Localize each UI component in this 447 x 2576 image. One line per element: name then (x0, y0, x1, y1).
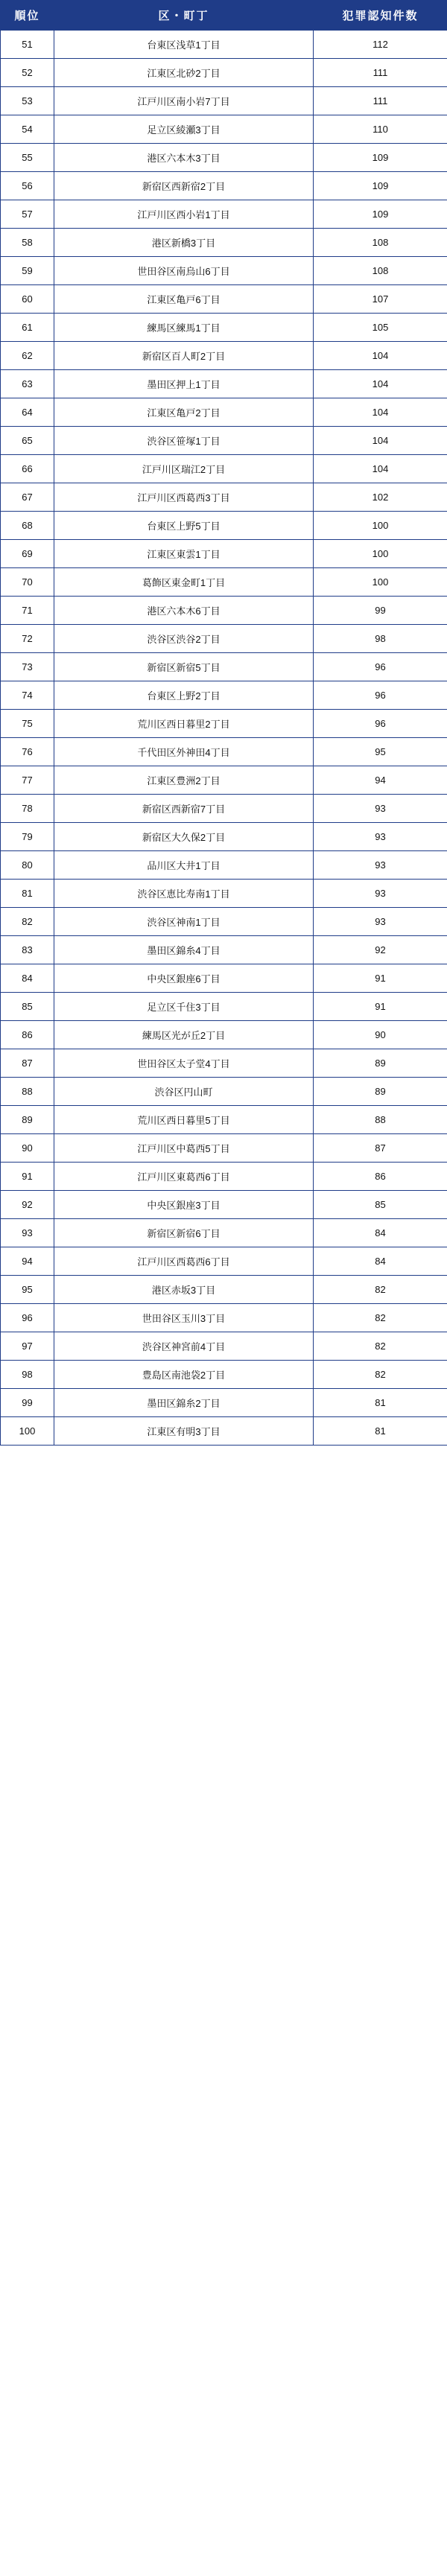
cell-rank: 66 (1, 455, 54, 483)
cell-count: 108 (314, 257, 447, 285)
cell-area: 新宿区大久保2丁目 (54, 823, 314, 851)
cell-count: 82 (314, 1276, 447, 1304)
cell-count: 93 (314, 851, 447, 880)
table-row (1, 1219, 447, 1247)
cell-area: 墨田区錦糸2丁目 (54, 1389, 314, 1417)
table-row (1, 597, 447, 625)
table-row (1, 1134, 447, 1163)
table-row (1, 172, 447, 200)
table-row (1, 115, 447, 144)
cell-count: 85 (314, 1191, 447, 1219)
table-row (1, 285, 447, 314)
cell-area: 世田谷区南烏山6丁目 (54, 257, 314, 285)
cell-rank: 83 (1, 936, 54, 964)
table-row (1, 823, 447, 851)
cell-area: 足立区綾瀬3丁目 (54, 115, 314, 144)
table-row (1, 144, 447, 172)
cell-count: 104 (314, 455, 447, 483)
cell-count: 89 (314, 1078, 447, 1106)
table-row (1, 710, 447, 738)
cell-rank: 67 (1, 483, 54, 512)
cell-count: 100 (314, 512, 447, 540)
cell-area: 世田谷区玉川3丁目 (54, 1304, 314, 1332)
cell-count: 109 (314, 172, 447, 200)
cell-area: 江戸川区中葛西5丁目 (54, 1134, 314, 1163)
column-header-count: 犯罪認知件数 (314, 1, 447, 31)
cell-area: 足立区千住3丁目 (54, 993, 314, 1021)
cell-area: 墨田区押上1丁目 (54, 370, 314, 398)
cell-count: 111 (314, 59, 447, 87)
cell-area: 墨田区錦糸4丁目 (54, 936, 314, 964)
cell-rank: 57 (1, 200, 54, 229)
cell-area: 荒川区西日暮里2丁目 (54, 710, 314, 738)
cell-area: 中央区銀座6丁目 (54, 964, 314, 993)
table-row (1, 314, 447, 342)
cell-rank: 58 (1, 229, 54, 257)
table-row (1, 681, 447, 710)
cell-count: 100 (314, 540, 447, 568)
cell-rank: 79 (1, 823, 54, 851)
cell-area: 渋谷区恵比寿南1丁目 (54, 880, 314, 908)
table-row (1, 908, 447, 936)
cell-count: 98 (314, 625, 447, 653)
cell-count: 104 (314, 370, 447, 398)
table-row (1, 880, 447, 908)
table-row (1, 455, 447, 483)
cell-count: 93 (314, 795, 447, 823)
table-row (1, 59, 447, 87)
cell-area: 中央区銀座3丁目 (54, 1191, 314, 1219)
cell-rank: 71 (1, 597, 54, 625)
table-row (1, 795, 447, 823)
cell-rank: 59 (1, 257, 54, 285)
cell-area: 品川区大井1丁目 (54, 851, 314, 880)
cell-rank: 100 (1, 1417, 54, 1446)
table-row (1, 540, 447, 568)
table-row (1, 1417, 447, 1446)
cell-rank: 55 (1, 144, 54, 172)
cell-count: 94 (314, 766, 447, 795)
table-row (1, 1247, 447, 1276)
cell-area: 港区新橋3丁目 (54, 229, 314, 257)
table-row (1, 483, 447, 512)
cell-area: 江戸川区西小岩1丁目 (54, 200, 314, 229)
cell-area: 豊島区南池袋2丁目 (54, 1361, 314, 1389)
table-row (1, 512, 447, 540)
cell-rank: 94 (1, 1247, 54, 1276)
cell-rank: 56 (1, 172, 54, 200)
cell-area: 渋谷区円山町 (54, 1078, 314, 1106)
cell-rank: 52 (1, 59, 54, 87)
table-header (1, 1, 447, 31)
cell-count: 84 (314, 1219, 447, 1247)
table-row (1, 936, 447, 964)
cell-area: 江戸川区南小岩7丁目 (54, 87, 314, 115)
cell-rank: 84 (1, 964, 54, 993)
cell-area: 江東区北砂2丁目 (54, 59, 314, 87)
table-row (1, 964, 447, 993)
cell-rank: 91 (1, 1163, 54, 1191)
cell-area: 新宿区新宿5丁目 (54, 653, 314, 681)
cell-rank: 64 (1, 398, 54, 427)
table-header-row (1, 1, 447, 31)
cell-area: 台東区上野5丁目 (54, 512, 314, 540)
cell-area: 新宿区西新宿7丁目 (54, 795, 314, 823)
cell-count: 111 (314, 87, 447, 115)
cell-area: 渋谷区神宮前4丁目 (54, 1332, 314, 1361)
table-row (1, 1078, 447, 1106)
cell-area: 葛飾区東金町1丁目 (54, 568, 314, 597)
table-row (1, 427, 447, 455)
table-row (1, 1389, 447, 1417)
table-row (1, 625, 447, 653)
cell-rank: 86 (1, 1021, 54, 1049)
cell-rank: 80 (1, 851, 54, 880)
cell-rank: 73 (1, 653, 54, 681)
cell-rank: 76 (1, 738, 54, 766)
cell-count: 95 (314, 738, 447, 766)
cell-count: 93 (314, 823, 447, 851)
cell-rank: 63 (1, 370, 54, 398)
cell-count: 88 (314, 1106, 447, 1134)
cell-count: 105 (314, 314, 447, 342)
cell-count: 93 (314, 880, 447, 908)
cell-rank: 62 (1, 342, 54, 370)
cell-area: 港区赤坂3丁目 (54, 1276, 314, 1304)
cell-rank: 88 (1, 1078, 54, 1106)
cell-area: 江東区有明3丁目 (54, 1417, 314, 1446)
table-row (1, 1106, 447, 1134)
cell-area: 世田谷区太子堂4丁目 (54, 1049, 314, 1078)
cell-area: 台東区上野2丁目 (54, 681, 314, 710)
cell-rank: 65 (1, 427, 54, 455)
cell-count: 92 (314, 936, 447, 964)
cell-count: 96 (314, 681, 447, 710)
cell-rank: 96 (1, 1304, 54, 1332)
cell-count: 89 (314, 1049, 447, 1078)
cell-area: 江東区豊洲2丁目 (54, 766, 314, 795)
table-row (1, 1361, 447, 1389)
cell-rank: 89 (1, 1106, 54, 1134)
cell-count: 110 (314, 115, 447, 144)
table-row (1, 993, 447, 1021)
table-row (1, 851, 447, 880)
cell-area: 渋谷区笹塚1丁目 (54, 427, 314, 455)
table-row (1, 31, 447, 59)
table-row (1, 1276, 447, 1304)
table-row (1, 1332, 447, 1361)
cell-count: 87 (314, 1134, 447, 1163)
cell-count: 104 (314, 398, 447, 427)
cell-count: 104 (314, 342, 447, 370)
cell-area: 新宿区西新宿2丁目 (54, 172, 314, 200)
table-row (1, 1163, 447, 1191)
cell-area: 江東区亀戸6丁目 (54, 285, 314, 314)
cell-rank: 81 (1, 880, 54, 908)
cell-count: 82 (314, 1361, 447, 1389)
cell-rank: 61 (1, 314, 54, 342)
cell-count: 91 (314, 964, 447, 993)
cell-area: 新宿区百人町2丁目 (54, 342, 314, 370)
cell-count: 96 (314, 710, 447, 738)
cell-rank: 95 (1, 1276, 54, 1304)
cell-count: 90 (314, 1021, 447, 1049)
table-row (1, 653, 447, 681)
cell-count: 100 (314, 568, 447, 597)
cell-rank: 72 (1, 625, 54, 653)
table-row (1, 370, 447, 398)
cell-rank: 53 (1, 87, 54, 115)
cell-area: 港区六本木3丁目 (54, 144, 314, 172)
cell-count: 109 (314, 144, 447, 172)
cell-count: 102 (314, 483, 447, 512)
cell-count: 109 (314, 200, 447, 229)
cell-area: 江戸川区西葛西6丁目 (54, 1247, 314, 1276)
table-row (1, 229, 447, 257)
table-row (1, 257, 447, 285)
table-row (1, 200, 447, 229)
cell-area: 江戸川区西葛西3丁目 (54, 483, 314, 512)
cell-area: 渋谷区渋谷2丁目 (54, 625, 314, 653)
cell-rank: 98 (1, 1361, 54, 1389)
cell-area: 江戸川区瑞江2丁目 (54, 455, 314, 483)
cell-rank: 70 (1, 568, 54, 597)
cell-count: 84 (314, 1247, 447, 1276)
table-row (1, 738, 447, 766)
cell-rank: 60 (1, 285, 54, 314)
column-header-area: 区・町丁 (54, 1, 314, 31)
cell-count: 86 (314, 1163, 447, 1191)
cell-area: 練馬区光が丘2丁目 (54, 1021, 314, 1049)
cell-count: 96 (314, 653, 447, 681)
cell-count: 82 (314, 1332, 447, 1361)
cell-area: 台東区浅草1丁目 (54, 31, 314, 59)
cell-area: 江東区亀戸2丁目 (54, 398, 314, 427)
cell-rank: 51 (1, 31, 54, 59)
cell-rank: 85 (1, 993, 54, 1021)
cell-count: 104 (314, 427, 447, 455)
cell-rank: 68 (1, 512, 54, 540)
cell-count: 108 (314, 229, 447, 257)
cell-rank: 99 (1, 1389, 54, 1417)
cell-rank: 93 (1, 1219, 54, 1247)
cell-rank: 54 (1, 115, 54, 144)
column-header-rank: 順位 (1, 1, 54, 31)
cell-count: 82 (314, 1304, 447, 1332)
cell-area: 千代田区外神田4丁目 (54, 738, 314, 766)
cell-area: 荒川区西日暮里5丁目 (54, 1106, 314, 1134)
table-row (1, 1021, 447, 1049)
table-body (1, 31, 447, 1446)
cell-count: 91 (314, 993, 447, 1021)
cell-area: 港区六本木6丁目 (54, 597, 314, 625)
table-row (1, 342, 447, 370)
cell-area: 練馬区練馬1丁目 (54, 314, 314, 342)
cell-rank: 82 (1, 908, 54, 936)
cell-rank: 69 (1, 540, 54, 568)
cell-area: 江戸川区東葛西6丁目 (54, 1163, 314, 1191)
cell-rank: 87 (1, 1049, 54, 1078)
cell-count: 107 (314, 285, 447, 314)
cell-rank: 77 (1, 766, 54, 795)
cell-count: 99 (314, 597, 447, 625)
table-row (1, 766, 447, 795)
cell-rank: 90 (1, 1134, 54, 1163)
cell-rank: 75 (1, 710, 54, 738)
table-row (1, 1191, 447, 1219)
table-row (1, 398, 447, 427)
cell-rank: 78 (1, 795, 54, 823)
cell-count: 112 (314, 31, 447, 59)
table-row (1, 87, 447, 115)
cell-rank: 97 (1, 1332, 54, 1361)
table-row (1, 1049, 447, 1078)
cell-count: 93 (314, 908, 447, 936)
cell-area: 渋谷区神南1丁目 (54, 908, 314, 936)
cell-count: 81 (314, 1417, 447, 1446)
cell-rank: 74 (1, 681, 54, 710)
cell-area: 新宿区新宿6丁目 (54, 1219, 314, 1247)
cell-area: 江東区東雲1丁目 (54, 540, 314, 568)
table-row (1, 568, 447, 597)
table-row (1, 1304, 447, 1332)
cell-count: 81 (314, 1389, 447, 1417)
cell-rank: 92 (1, 1191, 54, 1219)
